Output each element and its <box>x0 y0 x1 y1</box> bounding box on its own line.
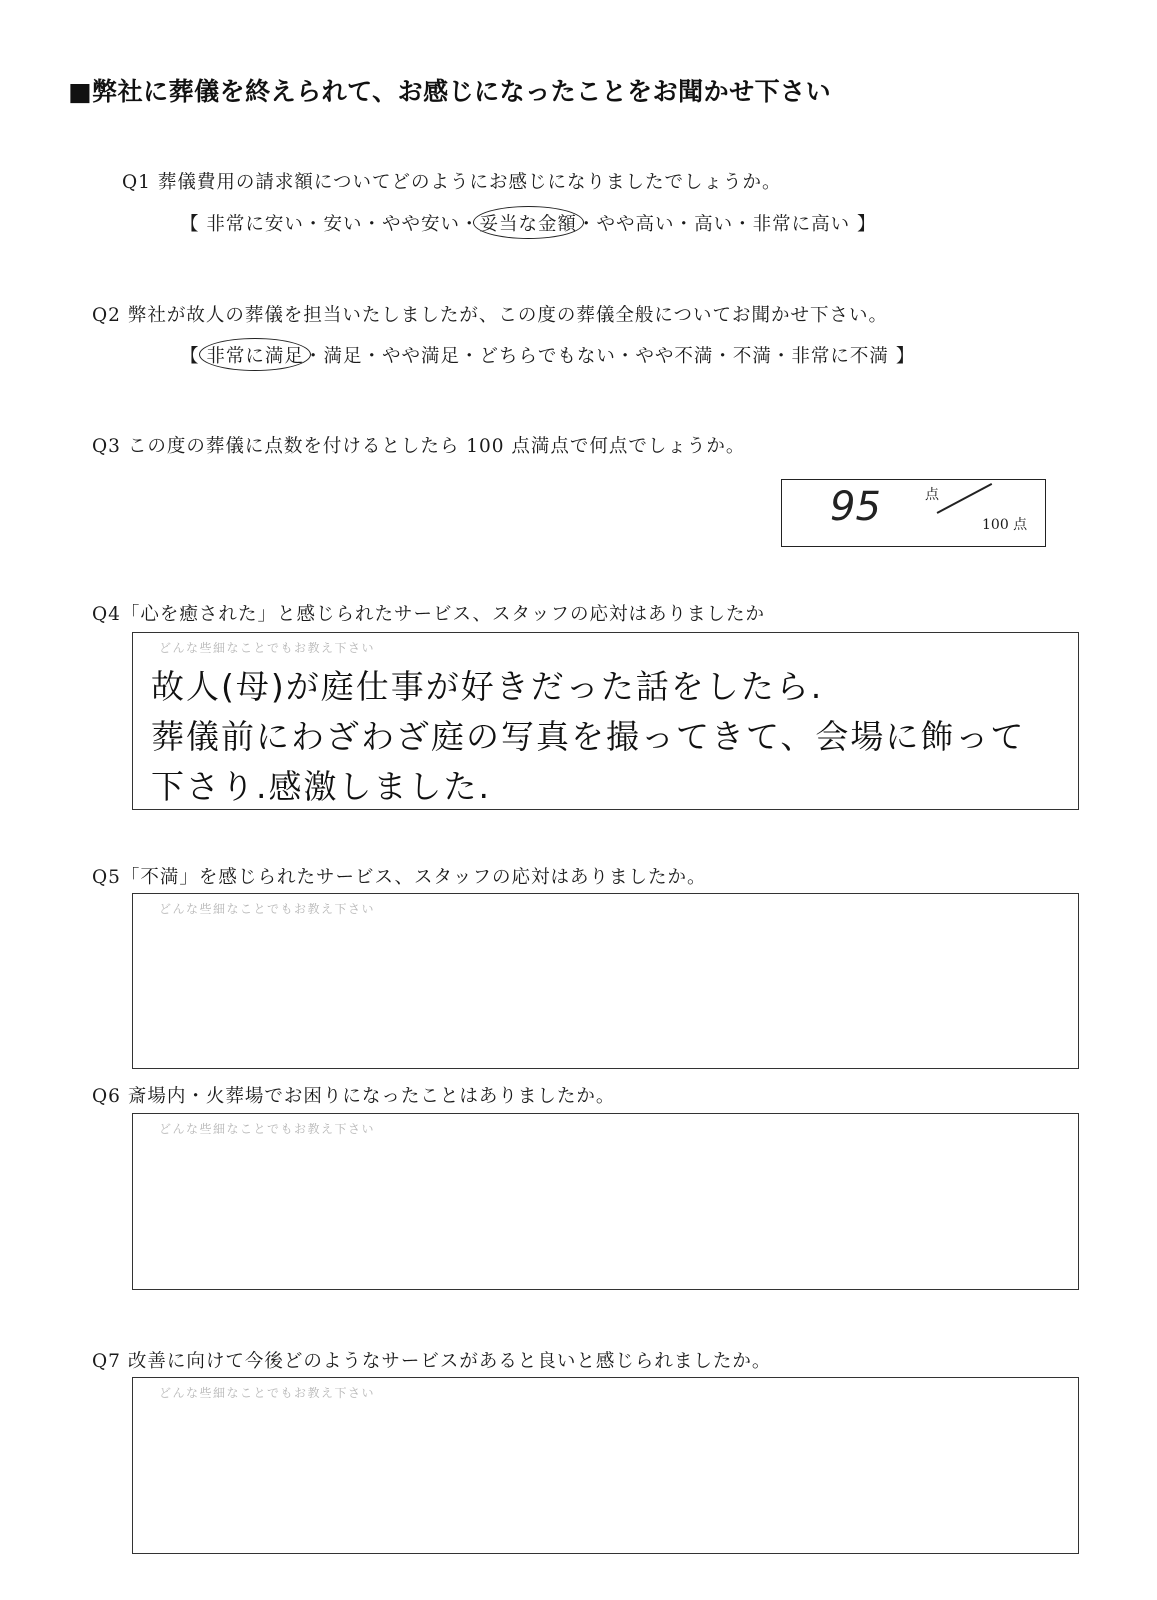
q5-hint: どんな些細なことでもお教え下さい <box>159 902 376 916</box>
q2-option-dissatisfied[interactable]: 不満 <box>732 346 772 367</box>
q3-question: Q3 この度の葬儀に点数を付けるとしたら 100 点満点で何点でしょうか。 <box>92 436 746 457</box>
q1-option-very-expensive[interactable]: 非常に高い <box>752 214 851 235</box>
q1-option-somewhat-expensive[interactable]: やや高い <box>596 214 675 235</box>
q4-answer-line-2: 葬儀前にわざわざ庭の写真を撮ってきて、会場に飾って <box>151 717 1026 756</box>
q2-close-bracket: 】 <box>895 346 916 367</box>
q1-options: 【 非常に安い・安い・やや安い・妥当な金額・やや高い・高い・非常に高い 】 <box>180 210 877 236</box>
q1-question: Q1 葬儀費用の請求額についてどのようにお感じになりましたでしょうか。 <box>122 172 782 193</box>
q1-option-reasonable-selected[interactable]: 妥当な金額 <box>480 210 578 236</box>
page-title: ■弊社に葬儀を終えられて、お感じになったことをお聞かせ下さい <box>68 77 832 106</box>
q6-question: Q6 斎場内・火葬場でお困りになったことはありましたか。 <box>92 1086 616 1107</box>
q4-question: Q4「心を癒された」と感じられたサービス、スタッフの応対はありましたか <box>92 604 765 625</box>
q2-option-neutral[interactable]: どちらでもない <box>479 346 616 367</box>
q2-option-somewhat-dissatisfied[interactable]: やや不満 <box>635 346 714 367</box>
q5-answer-box[interactable] <box>132 893 1079 1069</box>
q6-answer-box[interactable] <box>132 1113 1079 1290</box>
q4-hint: どんな些細なことでもお教え下さい <box>159 641 376 655</box>
q2-option-very-satisfied-selected[interactable]: 非常に満足 <box>206 342 304 368</box>
q6-hint: どんな些細なことでもお教え下さい <box>159 1122 376 1136</box>
q2-option-somewhat-satisfied[interactable]: やや満足 <box>381 346 460 367</box>
q2-option-satisfied[interactable]: 満足 <box>323 346 363 367</box>
q2-open-bracket: 【 <box>180 346 200 367</box>
score-box[interactable] <box>781 479 1046 547</box>
q1-option-somewhat-cheap[interactable]: やや安い <box>381 214 460 235</box>
q1-option-very-cheap[interactable]: 非常に安い <box>206 214 304 235</box>
score-unit: 点 <box>925 487 939 503</box>
q7-question: Q7 改善に向けて今後どのようなサービスがあると良いと感じられましたか。 <box>92 1351 772 1372</box>
q4-answer-box[interactable] <box>132 632 1079 810</box>
q2-question: Q2 弊社が故人の葬儀を担当いたしましたが、この度の葬儀全般についてお聞かせ下さい。 <box>92 305 888 326</box>
q7-hint: どんな些細なことでもお教え下さい <box>159 1386 376 1400</box>
q1-close-bracket: 】 <box>857 214 877 235</box>
q1-option-expensive[interactable]: 高い <box>694 214 734 235</box>
q4-answer-line-3: 下さり.感激しました. <box>151 767 491 806</box>
q2-options: 【 非常に満足・満足・やや満足・どちらでもない・やや不満・不満・非常に不満 】 <box>180 342 915 368</box>
q2-option-very-dissatisfied[interactable]: 非常に不満 <box>791 346 889 367</box>
score-max: 100 点 <box>982 517 1028 533</box>
q1-option-cheap[interactable]: 安い <box>323 214 363 235</box>
q7-answer-box[interactable] <box>132 1377 1079 1554</box>
q4-answer-line-1: 故人(母)が庭仕事が好きだった話をしたら. <box>151 667 824 706</box>
q5-question: Q5「不満」を感じられたサービス、スタッフの応対はありましたか。 <box>92 867 707 888</box>
score-slash <box>937 483 993 514</box>
q1-open-bracket: 【 <box>180 214 200 235</box>
score-value: 95 <box>830 484 881 530</box>
